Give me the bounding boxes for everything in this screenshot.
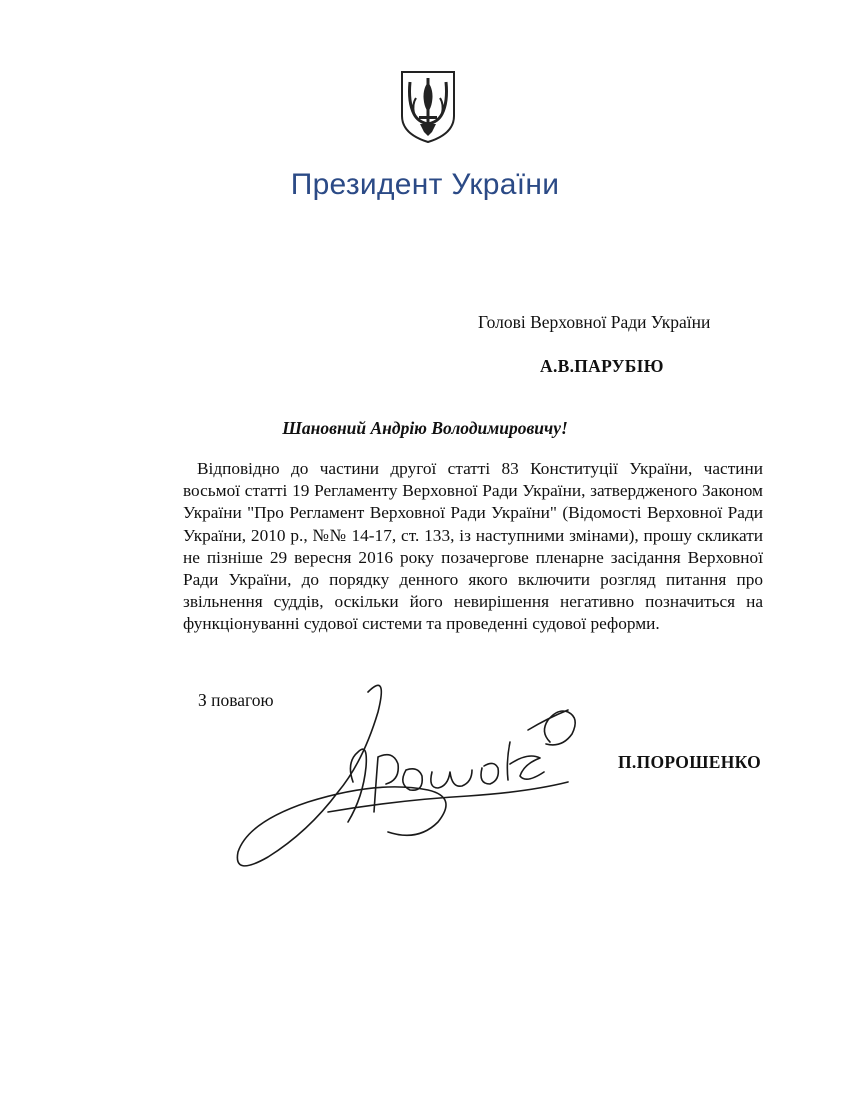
addressee-line: Голові Верховної Ради України: [478, 312, 711, 332]
letterhead-title: Президент України: [290, 168, 560, 201]
handwritten-signature-icon: [228, 672, 598, 882]
trident-coat-of-arms-icon: [398, 68, 458, 144]
closing: З повагою: [198, 690, 274, 710]
letter-body: Відповідно до частини другої статті 83 Конституції України, частини восьмої статті 19 Регламенту Верховної Ради України, затвердженого Законом України "Про Регламент Верховної Ради України" (Відомості Верховної Ради України, 2010 р., №№ 14-17, ст. 133, із наступними змінами), прошу скликати не пізніше 29 вересня 2016 року позачергове пленарне засідання Верховної Ради України, до порядку денного якого включити розгляд питання про звільнення суддів, оскільки його невирішення негативно позначиться на функціонуванні судової системи та проведенні судової реформи.: [183, 459, 763, 634]
signatory-name: П.ПОРОШЕНКО: [618, 752, 762, 772]
recipient-name: А.В.ПАРУБІЮ: [540, 356, 664, 376]
salutation: Шановний Андрію Володимировичу!: [282, 418, 568, 438]
